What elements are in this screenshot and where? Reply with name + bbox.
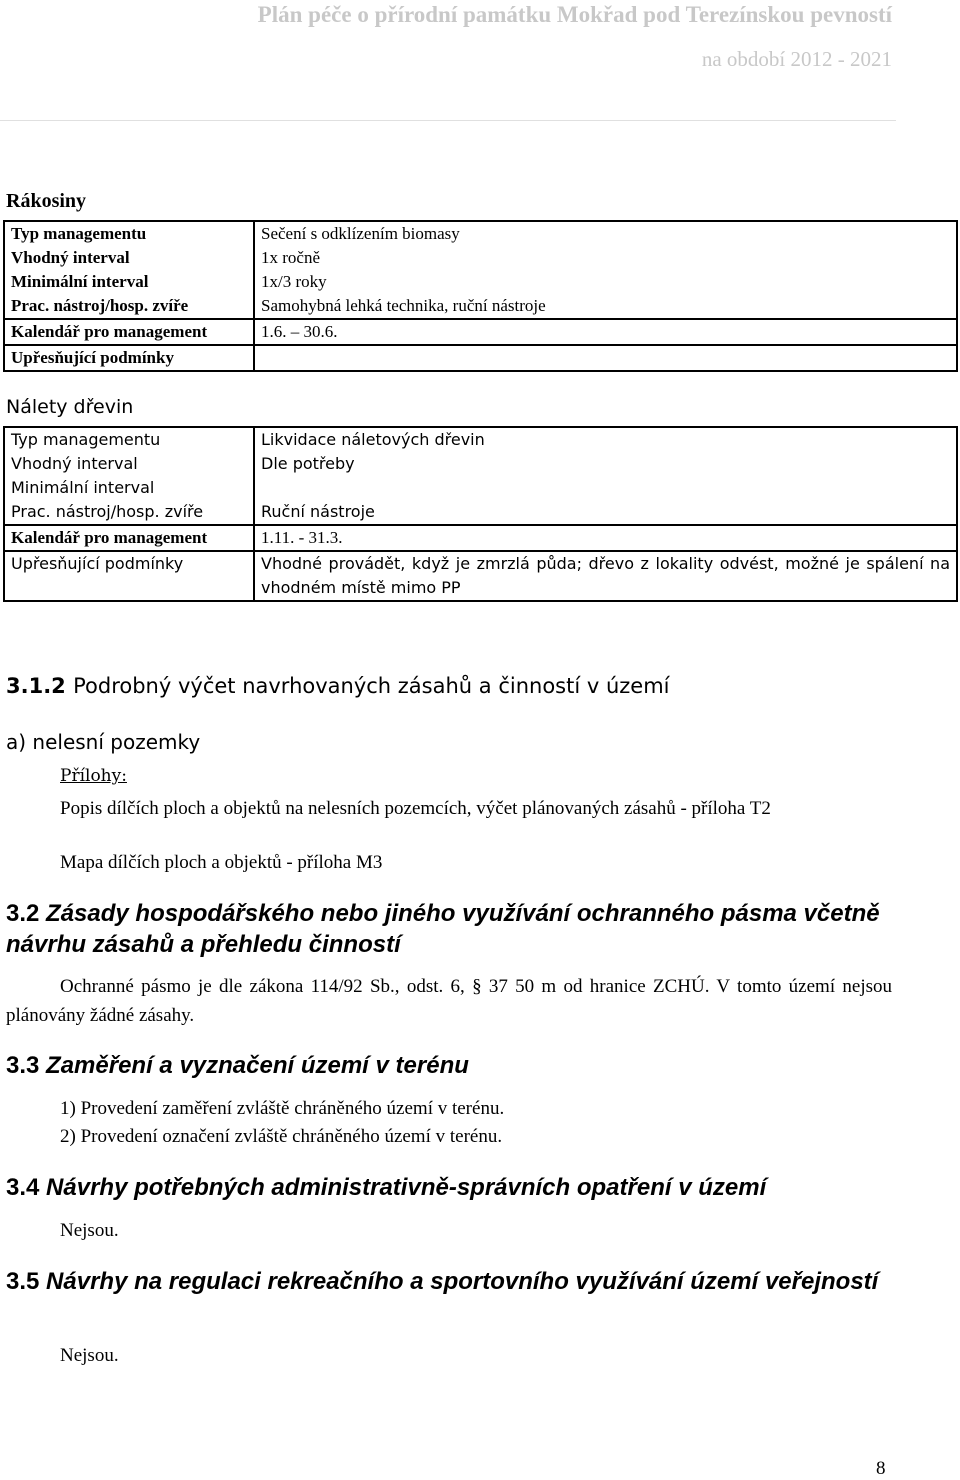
nalety-title: Nálety dřevin: [6, 396, 134, 418]
table-row: [4, 525, 957, 551]
section-number: 3.5: [6, 1268, 40, 1295]
row-label: Kalendář pro management: [4, 319, 254, 345]
section-number: 3.3: [6, 1052, 40, 1079]
table-row: [4, 345, 957, 371]
section-3-3-heading: [6, 1050, 906, 1081]
row-value: Vhodné provádět, když je zmrzlá půda; dřevo z lokality odvést, možné je spálení na vhodném místě mimo PP: [254, 551, 957, 601]
header-period: na období 2012 - 2021: [701, 47, 892, 71]
section-3-4-text: Nejsou.: [60, 1220, 119, 1241]
table-row: [4, 270, 957, 294]
row-label: Prac. nástroj/hosp. zvíře: [11, 296, 189, 315]
table-row: [4, 452, 957, 476]
table-row: [4, 246, 957, 270]
row-value: [254, 476, 957, 500]
section-3-4-heading: [6, 1172, 906, 1203]
rakosiny-table: [3, 220, 958, 372]
section-title: Zaměření a vyznačení území v terénu: [46, 1052, 469, 1079]
section-number: 3.2: [6, 900, 40, 927]
row-value: 1.6. – 30.6.: [254, 319, 957, 345]
row-value: 1x/3 roky: [254, 270, 957, 294]
header-title: Plán péče o přírodní památku Mokřad pod Terezínskou pevností: [257, 2, 892, 27]
row-label: Typ managementu: [11, 224, 147, 243]
row-label: Vhodný interval: [11, 454, 138, 473]
nalety-table: [3, 426, 958, 602]
row-value: Likvidace náletových dřevin: [254, 427, 957, 452]
section-3-1-2-heading: [6, 674, 670, 698]
table-row: [4, 294, 957, 319]
header-divider: [0, 120, 896, 121]
section-3-3-item-1: 1) Provedení zaměření zvláště chráněného území v terénu.: [60, 1098, 505, 1119]
subsection-a-heading: a) nelesní pozemky: [6, 730, 201, 754]
row-label: Typ managementu: [11, 430, 161, 449]
row-value: Dle potřeby: [254, 452, 957, 476]
table-row: [4, 500, 957, 525]
section-title: Návrhy potřebných administrativně-správních opatření v území: [46, 1174, 767, 1201]
section-3-5-heading: [6, 1266, 886, 1297]
table-row: [4, 427, 957, 452]
row-value: Samohybná lehká technika, ruční nástroje: [254, 294, 957, 319]
prilohy-item-1: Popis dílčích ploch a objektů na nelesních pozemcích, výčet plánovaných zásahů - příloha T2: [60, 798, 771, 819]
table-row: [4, 551, 957, 601]
section-title: Návrhy na regulaci rekreačního a sportovního využívání území veřejností: [46, 1268, 879, 1295]
section-title: Zásady hospodářského nebo jiného využívání ochranného pásma včetně návrhu zásahů a přehledu činností: [6, 900, 880, 958]
row-label: Upřesňující podmínky: [4, 551, 254, 601]
row-value: 1.11. - 31.3.: [254, 525, 957, 551]
row-label: Minimální interval: [11, 272, 149, 291]
section-number: 3.1.2: [6, 674, 66, 698]
row-value: Sečení s odklízením biomasy: [254, 221, 957, 246]
section-number: 3.4: [6, 1174, 40, 1201]
prilohy-label: Přílohy:: [60, 766, 127, 786]
row-value: Ruční nástroje: [254, 500, 957, 525]
row-label: Upřesňující podmínky: [4, 345, 254, 371]
row-value: [254, 345, 957, 371]
prilohy-item-2: Mapa dílčích ploch a objektů - příloha M3: [60, 852, 383, 873]
section-3-2-heading: [6, 898, 906, 960]
section-3-2-text: Ochranné pásmo je dle zákona 114/92 Sb., odst. 6, § 37 50 m od hranice ZCHÚ. V tomto území nejsou plánovány žádné zásahy.: [6, 976, 892, 1026]
row-label: Minimální interval: [11, 478, 155, 497]
rakosiny-title: Rákosiny: [6, 190, 87, 212]
table-row: [4, 221, 957, 246]
row-value: 1x ročně: [254, 246, 957, 270]
table-row: [4, 476, 957, 500]
section-title: Podrobný výčet navrhovaných zásahů a činností v území: [73, 674, 670, 698]
row-label: Vhodný interval: [11, 248, 130, 267]
row-label: Prac. nástroj/hosp. zvíře: [11, 502, 204, 521]
page-number: 8: [876, 1458, 886, 1479]
section-3-5-text: Nejsou.: [60, 1345, 119, 1366]
row-label: Kalendář pro management: [4, 525, 254, 551]
table-row: [4, 319, 957, 345]
section-3-3-item-2: 2) Provedení označení zvláště chráněného území v terénu.: [60, 1126, 503, 1147]
